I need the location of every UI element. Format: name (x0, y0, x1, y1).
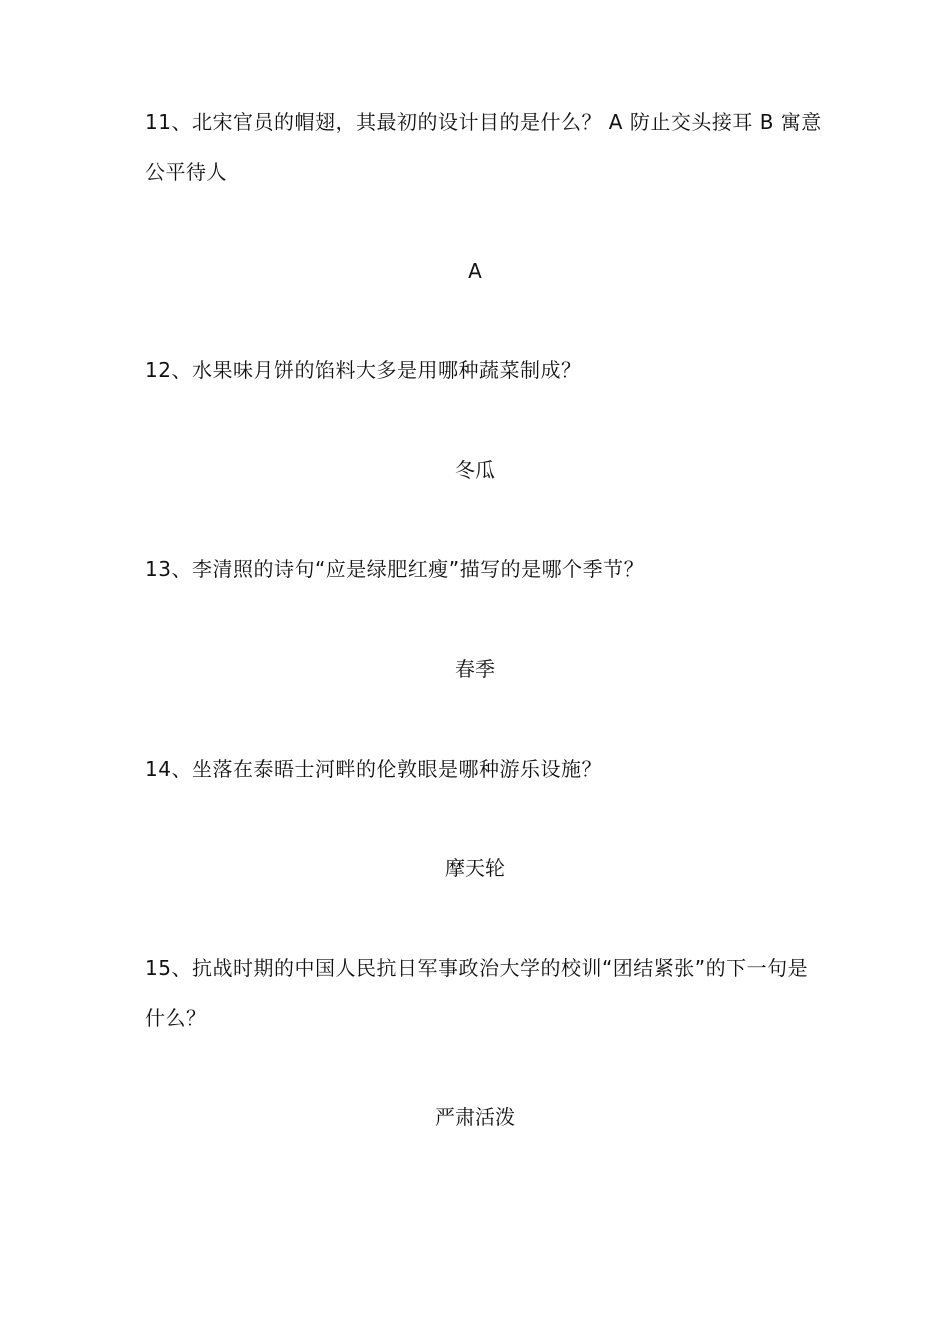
answer-11: A (468, 259, 482, 283)
answer-12: 冬瓜 (455, 458, 495, 482)
question-15: 15、抗战时期的中国人民抗日军事政治大学的校训“团结紧张”的下一句是什么？ (145, 956, 809, 1030)
answer-15: 严肃活泼 (435, 1105, 515, 1129)
question-14: 14、坐落在泰晤士河畔的伦敦眼是哪种游乐设施？ (145, 757, 602, 781)
question-11: 11、北宋官员的帽翅，其最初的设计目的是什么？ A 防止交头接耳 B 寓意公平待人 (145, 110, 822, 184)
question-12: 12、水果味月饼的馅料大多是用哪种蔬菜制成？ (145, 358, 582, 382)
answer-14: 摩天轮 (445, 856, 505, 880)
question-13: 13、李清照的诗句“应是绿肥红瘦”描写的是哪个季节？ (145, 557, 645, 581)
answer-13: 春季 (455, 657, 495, 681)
